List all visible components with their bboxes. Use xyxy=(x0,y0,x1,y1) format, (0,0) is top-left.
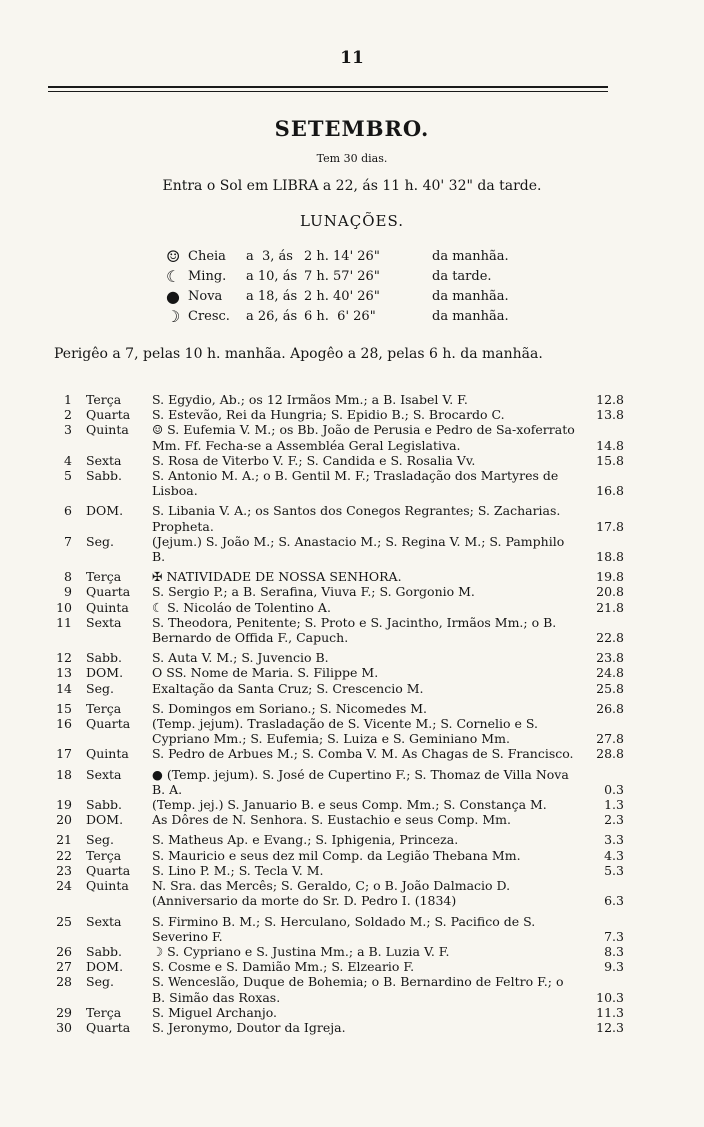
sol-entry-line: Entra o Sol em LIBRA a 22, ás 11 h. 40' 32" da tarde. xyxy=(162,178,542,194)
weekday: Quarta xyxy=(86,1019,131,1035)
calendar-row xyxy=(50,701,638,716)
calendar-row xyxy=(50,600,638,615)
weekday: Quarta xyxy=(86,584,131,600)
weekday: Sabb. xyxy=(86,468,122,484)
page-number: 11 xyxy=(340,48,364,68)
calendar-row xyxy=(50,407,638,422)
moon-phase-row xyxy=(166,286,509,306)
calendar-row xyxy=(50,453,638,468)
moon-hour: 11.3 xyxy=(596,1004,624,1020)
weekday: Sabb. xyxy=(86,797,122,813)
saints-text: (Temp. jejum). Trasladação de S. Vicente M.; S. Cornelio e S. Cypriano Mm.; S. Eufemia; S. Luiza e S. Geminiano Mm. xyxy=(152,716,538,747)
saints-text: O SS. Nome de Maria. S. Filippe M. xyxy=(152,665,379,681)
moon-hour: 22.8 xyxy=(596,630,624,646)
moon-hour: 16.8 xyxy=(596,483,624,499)
saints-text: S. Jeronymo, Doutor da Igreja. xyxy=(152,1019,346,1035)
saints-text: S. Auta V. M.; S. Juvencio B. xyxy=(152,650,329,666)
moon-hour: 25.8 xyxy=(596,680,624,696)
day-number: 21 xyxy=(56,832,72,848)
calendar-row xyxy=(50,615,638,645)
saints-text: S. Sergio P.; a B. Serafina, Viuva F.; S. Gorgonio M. xyxy=(152,584,475,600)
moon-hour: 13.8 xyxy=(596,407,624,423)
weekday: Quarta xyxy=(86,862,131,878)
calendar-row xyxy=(50,650,638,665)
day-number: 16 xyxy=(56,716,72,732)
day-number: 4 xyxy=(64,452,72,468)
day-number: 18 xyxy=(56,766,72,782)
moon-hour: 19.8 xyxy=(596,569,624,585)
phase-period: da manhãa. xyxy=(432,248,509,264)
moon-hour: 12.8 xyxy=(596,392,624,407)
day-number: 15 xyxy=(56,700,72,716)
moon-phase-row xyxy=(166,246,509,266)
calendar-row xyxy=(50,716,638,746)
moon-hour: 4.3 xyxy=(604,847,624,863)
weekday: DOM. xyxy=(86,665,124,681)
moon-hour: 7.3 xyxy=(604,928,624,944)
day-number: 8 xyxy=(64,569,72,585)
day-number: 7 xyxy=(64,533,72,549)
waxing-moon-icon: ☽ xyxy=(166,306,181,326)
perigeo-apogeo-line: Perigêo a 7, pelas 10 h. manhãa. Apogêo a 28, pelas 6 h. da manhãa. xyxy=(54,346,543,362)
calendar-row xyxy=(50,797,638,812)
weekday: Sexta xyxy=(86,452,122,468)
day-number: 19 xyxy=(56,797,72,813)
saints-text: S. Domingos em Soriano.; S. Nicomedes M. xyxy=(152,700,428,716)
calendar-row xyxy=(50,1005,638,1020)
phase-hour: 7 h. 57' 26" xyxy=(304,268,380,284)
moon-hour: 24.8 xyxy=(596,665,624,681)
day-number: 26 xyxy=(56,943,72,959)
lunacoes-title: LUNAÇÕES. xyxy=(300,212,404,230)
calendar-row xyxy=(50,914,638,944)
calendar-row xyxy=(50,848,638,863)
weekday: Terça xyxy=(86,392,122,407)
moon-hour: 28.8 xyxy=(596,746,624,762)
moon-hour: 15.8 xyxy=(596,452,624,468)
saints-text: S. Wenceslão, Duque de Bohemia; o B. Bernardino de Feltro F.; o B. Simão das Roxas. xyxy=(152,974,564,1005)
saints-text: ✠ NATIVIDADE DE NOSSA SENHORA. xyxy=(152,569,402,585)
weekday: Quinta xyxy=(86,422,129,438)
day-number: 20 xyxy=(56,812,72,828)
day-number: 9 xyxy=(64,584,72,600)
moon-hour: 20.8 xyxy=(596,584,624,600)
moon-phase-row xyxy=(166,266,509,286)
phase-name: Cheia xyxy=(188,248,226,264)
phase-date: a 26, ás xyxy=(246,308,298,324)
saints-text: ☾ S. Nicoláo de Tolentino A. xyxy=(152,599,331,615)
moon-hour: 5.3 xyxy=(604,862,624,878)
saints-text: S. Egydio, Ab.; os 12 Irmãos Mm.; a B. Isabel V. F. xyxy=(152,392,468,407)
day-number: 27 xyxy=(56,959,72,975)
day-number: 1 xyxy=(64,392,72,407)
phase-period: da tarde. xyxy=(432,268,492,284)
day-number: 10 xyxy=(56,599,72,615)
calendar-row xyxy=(50,944,638,959)
saints-text: ☺ S. Eufemia V. M.; os Bb. João de Perusia e Pedro de Sa-xoferrato Mm. Ff. Fecha-se a Assembléa Geral Legislativa. xyxy=(152,422,575,453)
calendar-row xyxy=(50,665,638,680)
saints-text: (Temp. jej.) S. Januario B. e seus Comp. Mm.; S. Constança M. xyxy=(152,797,547,813)
weekday: Quinta xyxy=(86,878,129,894)
weekday: Sabb. xyxy=(86,650,122,666)
weekday: Sexta xyxy=(86,614,122,630)
day-number: 3 xyxy=(64,422,72,438)
weekday: Terça xyxy=(86,569,122,585)
phase-period: da manhãa. xyxy=(432,288,509,304)
day-number: 12 xyxy=(56,650,72,666)
day-number: 17 xyxy=(56,746,72,762)
calendar-row xyxy=(50,534,638,564)
saints-text: S. Pedro de Arbues M.; S. Comba V. M. As Chagas de S. Francisco. xyxy=(152,746,574,762)
moon-hour: 12.3 xyxy=(596,1019,624,1035)
phase-name: Nova xyxy=(188,288,223,304)
calendar-row xyxy=(50,863,638,878)
calendar-row xyxy=(50,832,638,847)
moon-hour: 26.8 xyxy=(596,700,624,716)
weekday: Sexta xyxy=(86,766,122,782)
phase-date: a 3, ás xyxy=(246,248,293,264)
moon-hour: 9.3 xyxy=(604,959,624,975)
calendar-row xyxy=(50,1020,638,1035)
saints-text: S. Cosme e S. Damião Mm.; S. Elzeario F. xyxy=(152,959,415,975)
calendar-row xyxy=(50,812,638,827)
moon-hour: 18.8 xyxy=(596,549,624,565)
calendar-row xyxy=(50,584,638,599)
day-number: 25 xyxy=(56,913,72,929)
day-number: 13 xyxy=(56,665,72,681)
phase-name: Cresc. xyxy=(188,308,230,324)
weekday: Seg. xyxy=(86,680,114,696)
moon-hour: 10.3 xyxy=(596,989,624,1005)
saints-text: Exaltação da Santa Cruz; S. Crescencio M. xyxy=(152,680,424,696)
day-number: 6 xyxy=(64,503,72,519)
calendar-row xyxy=(50,959,638,974)
weekday: DOM. xyxy=(86,959,124,975)
saints-text: S. Mauricio e seus dez mil Comp. da Legião Thebana Mm. xyxy=(152,847,521,863)
calendar-row xyxy=(50,422,638,452)
calendar-row xyxy=(50,681,638,696)
calendar-row xyxy=(50,746,638,761)
weekday: DOM. xyxy=(86,812,124,828)
waning-moon-icon: ☾ xyxy=(166,266,181,286)
calendar-row xyxy=(50,878,638,908)
moon-hour: 0.3 xyxy=(604,781,624,797)
phase-hour: 2 h. 14' 26" xyxy=(304,248,380,264)
weekday: Sexta xyxy=(86,913,122,929)
saints-text: S. Miguel Archanjo. xyxy=(152,1004,277,1020)
calendar-row xyxy=(50,569,638,584)
saints-text: S. Matheus Ap. e Evang.; S. Iphigenia, Princeza. xyxy=(152,832,459,848)
moon-hour: 8.3 xyxy=(604,943,624,959)
day-number: 5 xyxy=(64,468,72,484)
saints-text: S. Libania V. A.; os Santos dos Conegos Regrantes; S. Zacharias. Propheta. xyxy=(152,503,561,534)
weekday: Terça xyxy=(86,1004,122,1020)
moon-hour: 21.8 xyxy=(596,599,624,615)
weekday: DOM. xyxy=(86,503,124,519)
calendar-row xyxy=(50,503,638,533)
day-number: 30 xyxy=(56,1019,72,1035)
weekday: Quarta xyxy=(86,407,131,423)
moon-hour: 1.3 xyxy=(604,797,624,813)
weekday: Sabb. xyxy=(86,943,122,959)
moon-hour: 17.8 xyxy=(596,518,624,534)
full-moon-icon: ☺ xyxy=(166,246,181,266)
day-number: 22 xyxy=(56,847,72,863)
saints-text: (Jejum.) S. João M.; S. Anastacio M.; S. Regina V. M.; S. Pamphilo B. xyxy=(152,533,565,565)
weekday: Seg. xyxy=(86,974,114,990)
saints-text: ● (Temp. jejum). S. José de Cupertino F.; S. Thomaz de Villa Nova B. A. xyxy=(152,766,569,797)
weekday: Terça xyxy=(86,700,122,716)
header-rule-thick xyxy=(48,86,608,88)
calendar-row xyxy=(50,392,638,407)
saints-text: S. Lino P. M.; S. Tecla V. M. xyxy=(152,862,324,878)
phase-hour: 2 h. 40' 26" xyxy=(304,288,380,304)
weekday: Terça xyxy=(86,847,122,863)
phase-period: da manhãa. xyxy=(432,308,509,324)
day-number: 11 xyxy=(56,614,72,630)
day-number: 2 xyxy=(64,407,72,423)
moon-hour: 6.3 xyxy=(604,893,624,909)
saints-text: N. Sra. das Mercês; S. Geraldo, C; o B. João Dalmacio D. (Anniversario da morte do Sr. D. Pedro I. (1834) xyxy=(152,878,511,909)
weekday: Quarta xyxy=(86,716,131,732)
saints-text: S. Firmino B. M.; S. Herculano, Soldado M.; S. Pacifico de S. Severino F. xyxy=(152,913,536,944)
moon-hour: 23.8 xyxy=(596,650,624,666)
calendar-list xyxy=(50,392,638,1035)
moon-hour: 2.3 xyxy=(604,812,624,828)
day-number: 29 xyxy=(56,1004,72,1020)
day-number: 14 xyxy=(56,680,72,696)
moon-hour: 14.8 xyxy=(596,437,624,453)
new-moon-icon: ● xyxy=(166,286,180,306)
moon-hour: 3.3 xyxy=(604,832,624,848)
month-title: SETEMBRO. xyxy=(274,116,430,141)
weekday: Seg. xyxy=(86,832,114,848)
phase-date: a 18, ás xyxy=(246,288,298,304)
saints-text: S. Antonio M. A.; o B. Gentil M. F.; Trasladação dos Martyres de Lisboa. xyxy=(152,468,559,499)
saints-text: ☽ S. Cypriano e S. Justina Mm.; a B. Luzia V. F. xyxy=(152,943,450,959)
weekday: Seg. xyxy=(86,533,114,549)
calendar-row xyxy=(50,974,638,1004)
moon-phases-list xyxy=(166,246,509,326)
saints-text: As Dôres de N. Senhora. S. Eustachio e seus Comp. Mm. xyxy=(152,812,511,828)
moon-hour: 27.8 xyxy=(596,731,624,747)
calendar-row xyxy=(50,468,638,498)
weekday: Quinta xyxy=(86,746,129,762)
phase-name: Ming. xyxy=(188,268,227,284)
weekday: Quinta xyxy=(86,599,129,615)
header-rule-thin xyxy=(48,91,608,92)
calendar-row xyxy=(50,767,638,797)
saints-text: S. Rosa de Viterbo V. F.; S. Candida e S. Rosalia Vv. xyxy=(152,452,476,468)
day-number: 23 xyxy=(56,862,72,878)
saints-text: S. Estevão, Rei da Hungria; S. Epidio B.; S. Brocardo C. xyxy=(152,407,505,423)
moon-phase-row xyxy=(166,306,509,326)
days-note: Tem 30 dias. xyxy=(316,152,388,165)
day-number: 28 xyxy=(56,974,72,990)
day-number: 24 xyxy=(56,878,72,894)
phase-hour: 6 h. 6' 26" xyxy=(304,308,376,324)
phase-date: a 10, ás xyxy=(246,268,298,284)
saints-text: S. Theodora, Penitente; S. Proto e S. Jacintho, Irmãos Mm.; o B. Bernardo de Offida F., Capuch. xyxy=(152,614,557,646)
